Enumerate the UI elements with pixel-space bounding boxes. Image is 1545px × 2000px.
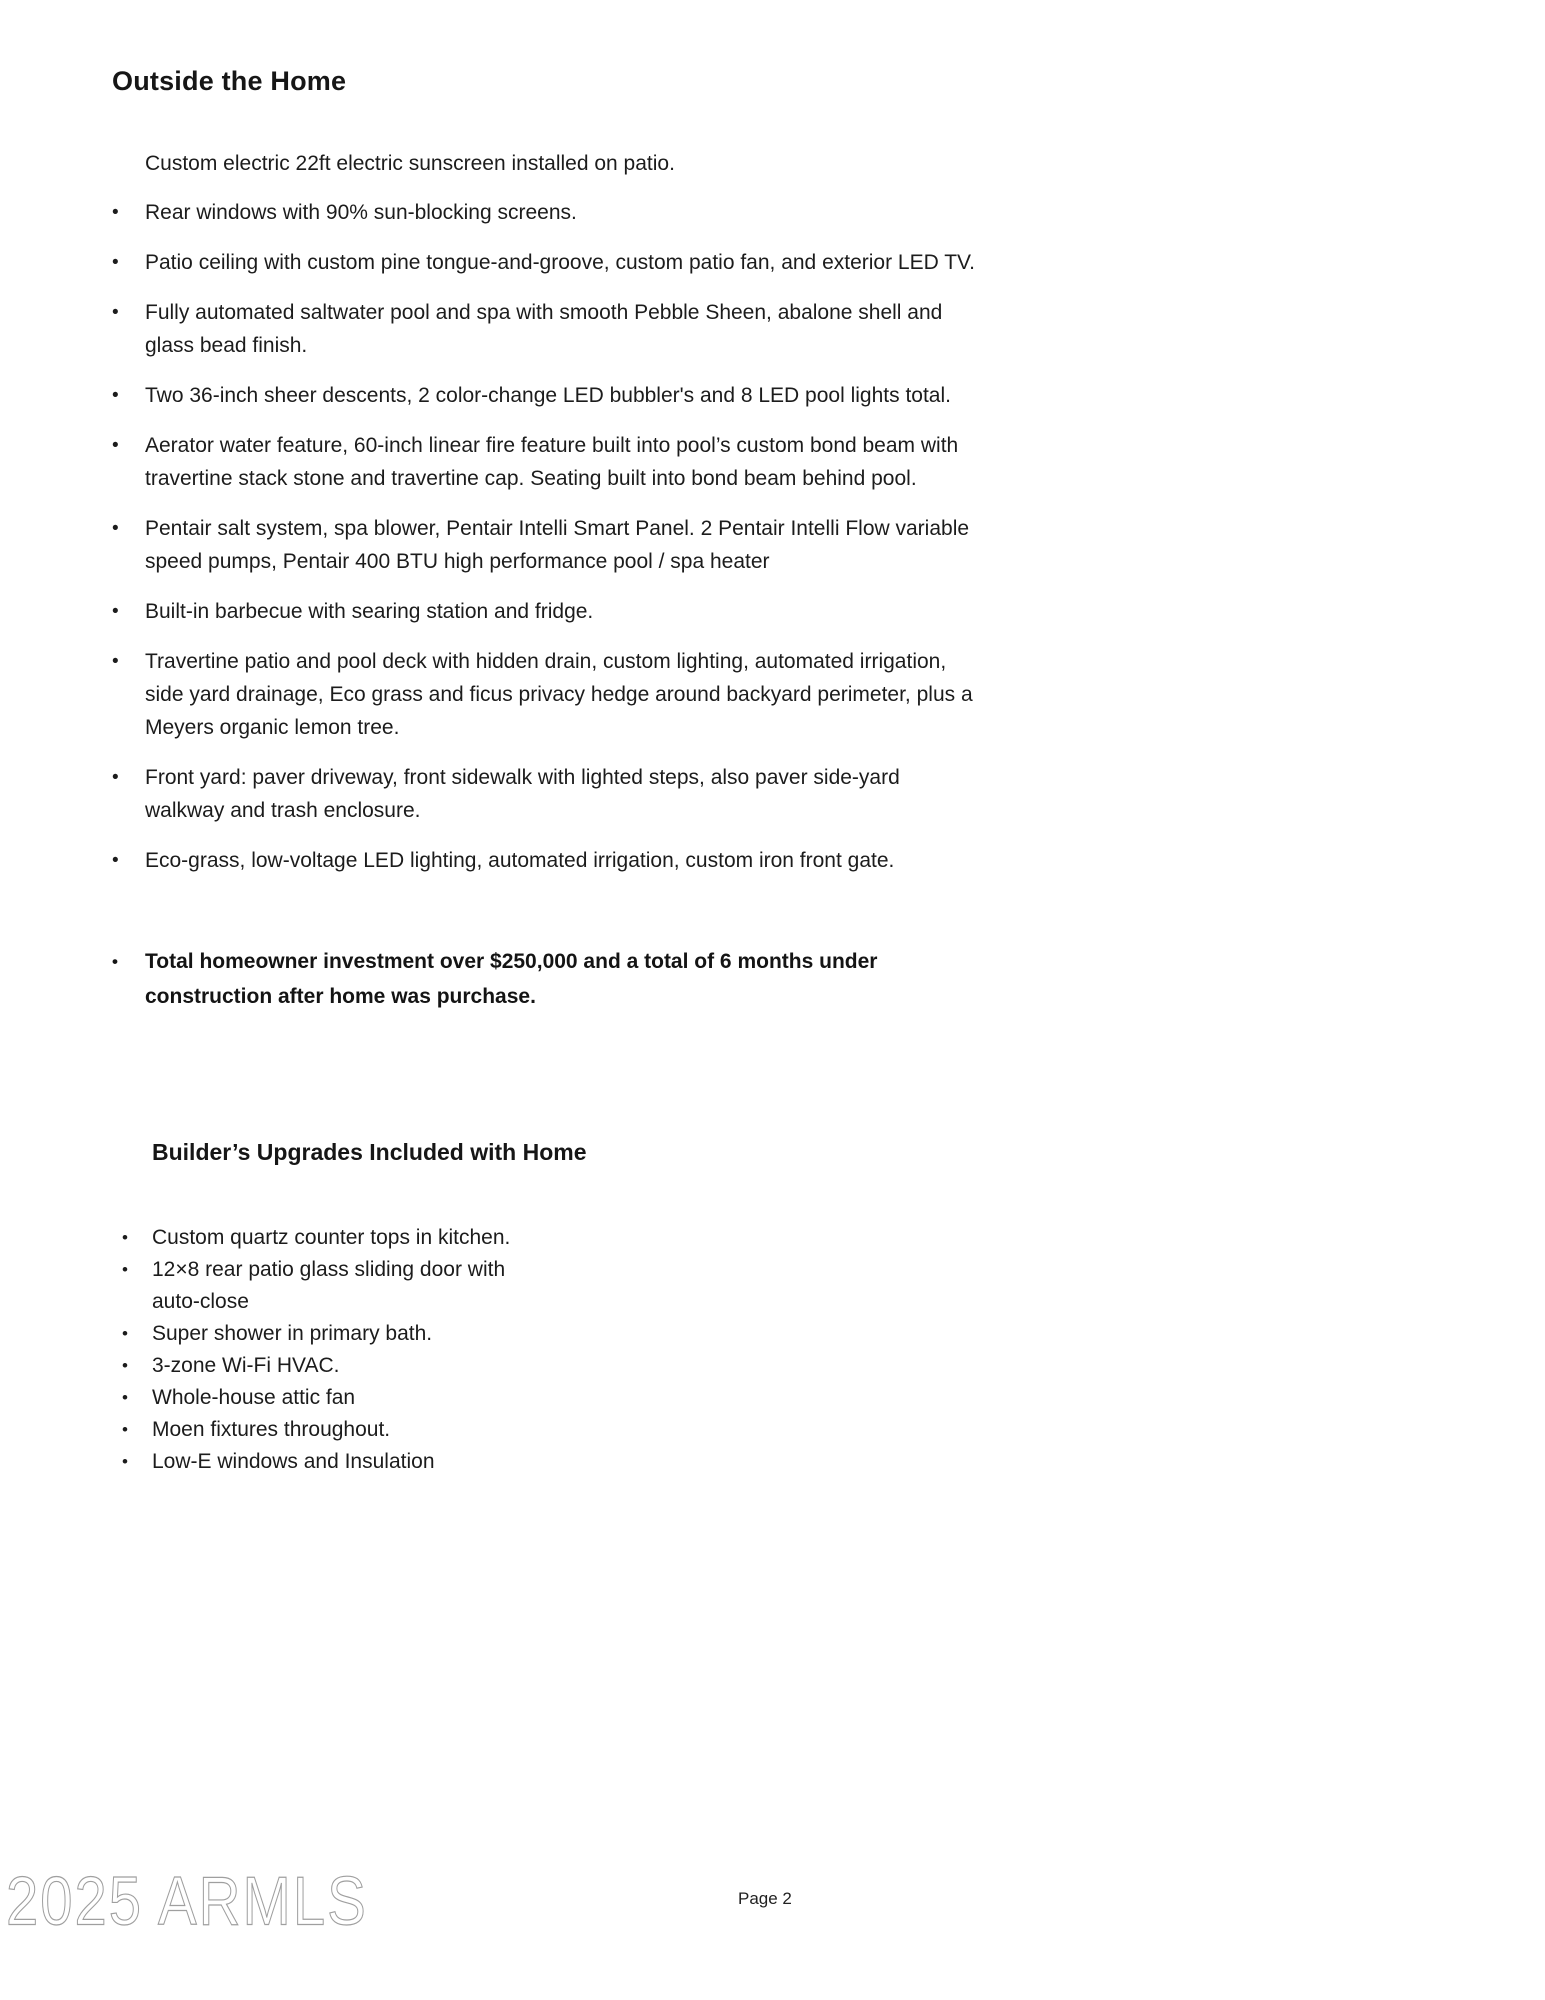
list-item [112,595,982,628]
bullet-icon: • [122,1228,128,1247]
list-item [112,246,982,279]
list-item [122,1446,552,1478]
list-item-text: Whole-house attic fan [152,1386,356,1409]
bullet-icon: • [122,1260,128,1279]
list-item-text: Two 36-inch sheer descents, 2 color-change LED bubbler's and 8 LED pool lights total. [145,384,951,407]
bullet-icon: • [112,601,119,622]
bullet-icon: • [112,850,119,871]
list-item-text: Low-E windows and Insulation [152,1450,435,1473]
bullet-icon: • [112,518,119,539]
list-item-text: Rear windows with 90% sun-blocking screens. [145,201,577,224]
bullet-icon: • [112,435,119,456]
list-item-text: Pentair salt system, spa blower, Pentair Intelli Smart Panel. 2 Pentair Intelli Flow variable speed pumps, Pentair 400 BTU high performance pool / spa heater [145,517,970,573]
page-title: Outside the Home [112,66,347,97]
bullet-icon: • [112,651,119,672]
list-item [122,1254,552,1318]
bullet-icon: • [122,1420,128,1439]
list-item [112,512,982,578]
bullet-icon: • [122,1324,128,1343]
list-item-text: Moen fixtures throughout. [152,1418,391,1441]
bullet-icon: • [112,767,119,788]
armls-watermark: 2025 ARMLS [6,1863,368,1940]
list-item-text: Aerator water feature, 60-inch linear fire feature built into pool’s custom bond beam with travertine stack stone and travertine cap. Seating built into bond beam behind pool. [145,434,959,490]
page-number-label: Page 2 [738,1889,792,1908]
list-item [112,196,982,229]
bullet-icon: • [112,202,119,223]
list-item [122,1222,552,1254]
list-item [112,645,982,744]
list-item [112,379,982,412]
bullet-icon: • [122,1356,128,1375]
list-item [112,296,982,362]
intro-paragraph: Custom electric 22ft electric sunscreen installed on patio. [145,152,675,175]
bullet-icon: • [122,1452,128,1471]
list-item-text: Super shower in primary bath. [152,1322,433,1345]
list-item [112,761,982,827]
list-item [122,1382,552,1414]
outside-features-list [112,196,982,894]
investment-highlight [112,944,992,1014]
upgrades-section-heading: Builder’s Upgrades Included with Home [152,1139,587,1166]
bullet-icon: • [112,952,118,971]
list-item [112,429,982,495]
list-item [112,844,982,877]
investment-highlight-text: Total homeowner investment over $250,000 and a total of 6 months under construction after home was purchase. [145,950,878,1008]
list-item-text: 12×8 rear patio glass sliding door with auto-close [152,1258,506,1313]
list-item-text: Travertine patio and pool deck with hidden drain, custom lighting, automated irrigation, side yard drainage, Eco grass and ficus privacy hedge around backyard perimeter, plus a Meyers organic lemon tree. [145,650,973,739]
bullet-icon: • [112,252,119,273]
list-item-text: Front yard: paver driveway, front sidewalk with lighted steps, also paver side-yard walkway and trash enclosure. [145,766,900,822]
list-item [122,1318,552,1350]
list-item [122,1414,552,1446]
list-item-text: Custom quartz counter tops in kitchen. [152,1226,511,1249]
bullet-icon: • [112,385,119,406]
list-item-text: Built-in barbecue with searing station and fridge. [145,600,594,623]
bullet-icon: • [122,1388,128,1407]
list-item-text: Eco-grass, low-voltage LED lighting, automated irrigation, custom iron front gate. [145,849,895,872]
list-item-text: Patio ceiling with custom pine tongue-and-groove, custom patio fan, and exterior LED TV. [145,251,975,274]
list-item-text: Fully automated saltwater pool and spa with smooth Pebble Sheen, abalone shell and glass bead finish. [145,301,943,357]
list-item [122,1350,552,1382]
list-item-text: 3-zone Wi-Fi HVAC. [152,1354,340,1377]
builder-upgrades-list [122,1222,552,1478]
bullet-icon: • [112,302,119,323]
